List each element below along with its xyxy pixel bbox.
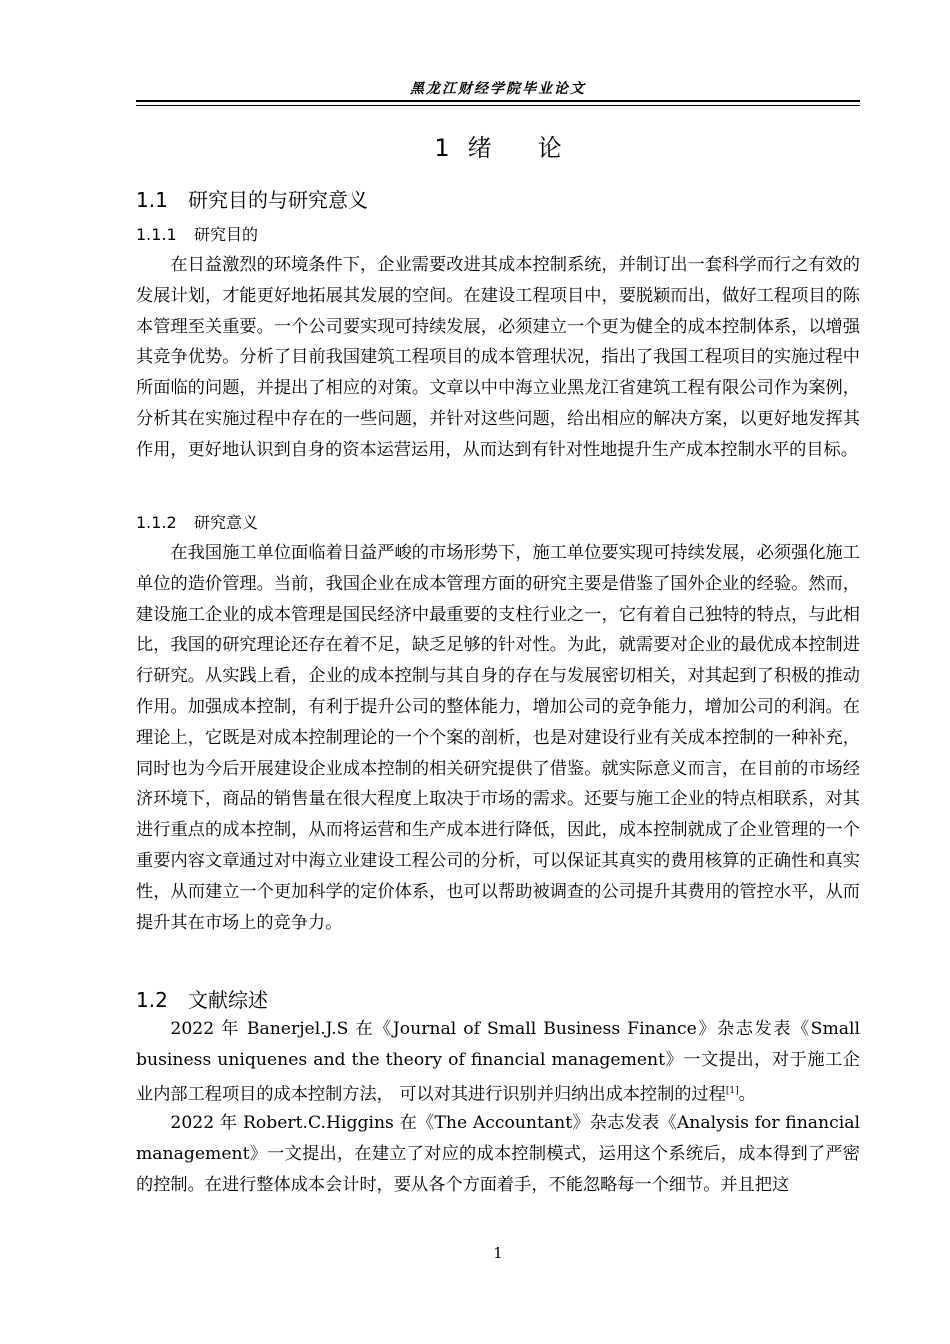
chapter-title [136, 128, 860, 163]
paragraph-research-significance: 在我国施工单位面临着日益严峻的市场形势下，施工单位要实现可持续发展，必须强化施工单位的造价管理。当前，我国企业在成本管理方面的研究主要是借鉴了国外企业的经验。然而，建设施工企业的成本管理是国民经济中最重要的支柱行业之一，它有着自己独特的特点，与此相比，我国的研究理论还存在着不足，缺乏足够的针对性。为此，就需要对企业的最优成本控制进行研究。从实践上看，企业的成本控制与其自身的存在与发展密切相关，对其起到了积极的推动作用。加强成本控制，有利于提升公司的整体能力，增加公司的竞争能力，增加公司的利润。在理论上，它既是对成本控制理论的一个个案的剖析，也是对建设行业有关成本控制的一种补充，同时也为今后开展建设企业成本控制的相关研究提供了借鉴。就实际意义而言，在目前的市场经济环境下，商品的销售量在很大程度上取决于市场的需求。还要与施工企业的特点相联系，对其进行重点的成本控制，从而将运营和生产成本进行降低，因此，成本控制就成了企业管理的一个重要内容文章通过对中海立业建设工程公司的分析，可以保证其真实的费用核算的正确性和真实性，从而建立一个更加科学的定价体系，也可以帮助被调查的公司提升其费用的管控水平，从而提升其在市场上的竞争力。 [136, 543, 860, 933]
header-rule-thin [136, 105, 860, 106]
section-title: 文献综述 [188, 988, 268, 1012]
section-number: 1.1 [136, 188, 168, 212]
subsection-heading-1-1-2 [136, 510, 258, 533]
section-heading-1-2 [136, 984, 268, 1013]
literature-1-text: 2022 年 Banerjel.J.S 在《Journal of Small Business Finance》杂志发表《Small business uniquenes and the theory of financial management》一文提出，对于施工企业内部工程项目的成本控制方法， 可以对其进行识别并归纳出成本控制的过程 [136, 1019, 860, 1105]
subsection-number: 1.1.1 [136, 225, 177, 244]
citation-ref-1[interactable]: [1] [725, 1085, 739, 1096]
header-rule-thick [136, 100, 860, 102]
running-header: 黑龙江财经学院毕业论文 [410, 81, 586, 97]
subsection-title: 研究目的 [194, 225, 259, 244]
literature-1-end: 。 [738, 1084, 756, 1105]
page-number: 1 [493, 1244, 503, 1262]
section-heading-1-1 [136, 184, 368, 213]
paragraph-literature-1 [136, 1014, 860, 1110]
section-number: 1.2 [136, 988, 168, 1012]
chapter-title-char-2: 论 [537, 134, 562, 162]
section-title: 研究目的与研究意义 [188, 188, 368, 212]
subsection-title: 研究意义 [194, 513, 259, 532]
paragraph-research-purpose: 在日益激烈的环境条件下，企业需要改进其成本控制系统，并制订出一套科学而行之有效的发展计划，才能更好地拓展其发展的空间。在建设工程项目中，要脱颖而出，做好工程项目的陈本管理至关重要。一个公司要实现可持续发展，必须建立一个更为健全的成本控制体系，以增强其竞争优势。分析了目前我国建筑工程项目的成本管理状况，指出了我国工程项目的实施过程中所面临的问题，并提出了相应的对策。文章以中中海立业黑龙江省建筑工程有限公司作为案例，分析其在实施过程中存在的一些问题，并针对这些问题，给出相应的解决方案，以更好地发挥其作用，更好地认识到自身的资本运营运用，从而达到有针对性地提升生产成本控制水平的目标。 [136, 255, 860, 460]
subsection-number: 1.1.2 [136, 513, 177, 532]
chapter-title-char-1: 绪 [467, 134, 492, 162]
paragraph-literature-2: 2022 年 Robert.C.Higgins 在《The Accountant》杂志发表《Analysis for financial management》一文提出，在建立了对应的成本控制模式，运用这个系统后，成本得到了严密的控制。在进行整体成本会计时，要从各个方面着手，不能忽略每一个细节。并且把这 [136, 1113, 860, 1195]
subsection-heading-1-1-1 [136, 222, 258, 245]
chapter-number: 1 [434, 134, 450, 162]
